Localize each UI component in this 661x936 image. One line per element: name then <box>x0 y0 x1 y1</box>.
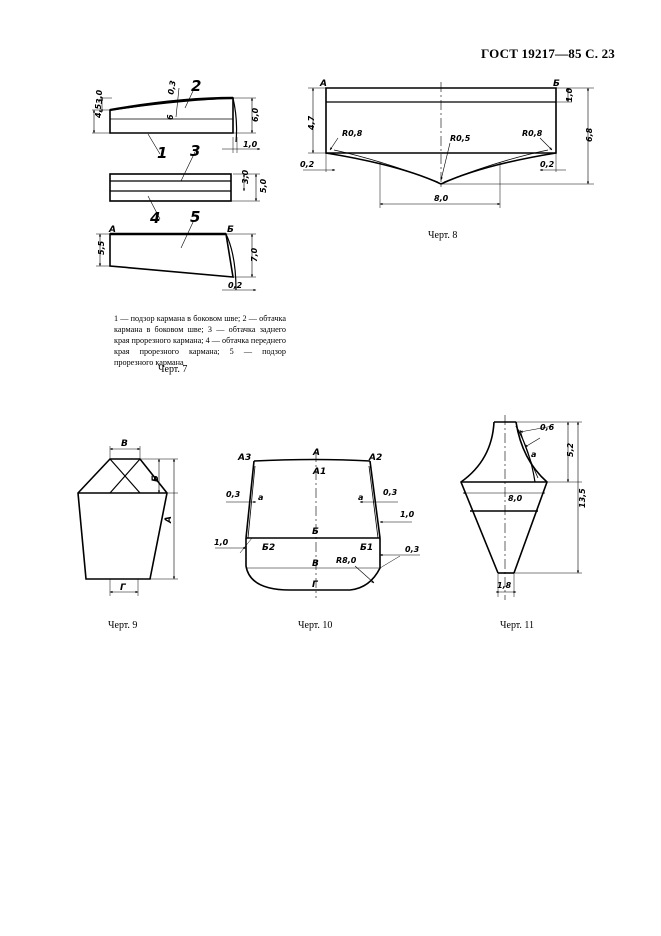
svg-text:8,0: 8,0 <box>508 494 523 503</box>
svg-text:Г: Г <box>120 583 126 593</box>
svg-text:1,8: 1,8 <box>497 581 512 590</box>
svg-text:3,0: 3,0 <box>95 89 104 104</box>
svg-text:1,0: 1,0 <box>243 140 258 149</box>
svg-text:Б: Б <box>151 475 161 482</box>
svg-text:А: А <box>320 79 327 89</box>
svg-text:0,2: 0,2 <box>540 160 555 169</box>
svg-text:0,3: 0,3 <box>405 545 420 554</box>
svg-text:1,0: 1,0 <box>214 538 229 547</box>
figure-8-labels <box>300 79 594 203</box>
fig7-part-back-facing <box>110 174 231 201</box>
svg-text:Б2: Б2 <box>262 543 276 553</box>
svg-text:а: а <box>358 493 364 502</box>
svg-text:6,8: 6,8 <box>585 127 594 142</box>
svg-text:3,0: 3,0 <box>241 169 250 184</box>
page-header: ГОСТ 19217—85 С. 23 <box>481 46 615 61</box>
svg-text:6,0: 6,0 <box>251 107 260 122</box>
svg-text:7,0: 7,0 <box>250 247 259 262</box>
svg-text:А1: А1 <box>313 467 327 477</box>
svg-text:1,0: 1,0 <box>400 510 415 519</box>
svg-text:Б: Б <box>553 79 560 89</box>
figure-11 <box>461 415 582 600</box>
svg-text:В: В <box>121 439 128 449</box>
svg-text:Б: Б <box>312 527 319 537</box>
svg-text:5,5: 5,5 <box>97 240 106 255</box>
svg-text:0,3: 0,3 <box>383 488 398 497</box>
caption-fig8: Черт. 8 <box>428 230 458 241</box>
svg-text:А: А <box>164 516 174 523</box>
svg-text:1: 1 <box>157 144 168 162</box>
svg-text:а: а <box>258 493 264 502</box>
svg-text:5: 5 <box>190 208 201 226</box>
caption-fig11: Черт. 11 <box>500 620 535 631</box>
figure-10-labels <box>214 448 420 590</box>
svg-text:R8,0: R8,0 <box>336 556 357 565</box>
svg-text:А: А <box>109 225 116 235</box>
svg-text:R0,8: R0,8 <box>522 129 543 138</box>
svg-text:А3: А3 <box>238 453 252 463</box>
figure-7-legend: 1 — подзор кармана в боковом шве; 2 — обтачка кармана в боковом шве; 3 — обтачка заднего края прорезного кармана; 4 — обтачка переднего края прорезного кармана; 5 — подзор прорезного кармана <box>114 314 286 367</box>
svg-text:0,6: 0,6 <box>540 423 555 432</box>
svg-text:4: 4 <box>150 209 161 227</box>
figure-9 <box>78 446 178 596</box>
svg-text:R0,5: R0,5 <box>450 134 471 143</box>
svg-text:Б: Б <box>227 225 234 235</box>
caption-fig9: Черт. 9 <box>108 620 138 631</box>
svg-text:0,2: 0,2 <box>300 160 315 169</box>
svg-text:0,3: 0,3 <box>226 490 241 499</box>
svg-text:2: 2 <box>191 77 202 95</box>
svg-text:5,0: 5,0 <box>259 178 268 193</box>
svg-text:8,0: 8,0 <box>434 194 449 203</box>
svg-text:Г: Г <box>312 580 318 590</box>
svg-text:1,0: 1,0 <box>565 87 574 102</box>
caption-fig7: Черт. 7 <box>158 364 188 375</box>
svg-text:4,7: 4,7 <box>307 115 316 130</box>
caption-fig10: Черт. 10 <box>298 620 333 631</box>
svg-text:0,2: 0,2 <box>228 281 243 290</box>
svg-text:А: А <box>313 448 320 458</box>
figure-7 <box>92 88 260 290</box>
svg-text:13,5: 13,5 <box>578 488 587 508</box>
svg-text:4,5: 4,5 <box>94 103 103 118</box>
svg-text:а: а <box>531 450 537 459</box>
svg-text:Б1: Б1 <box>360 543 374 553</box>
svg-text:А2: А2 <box>369 453 383 463</box>
figure-8 <box>303 82 594 208</box>
svg-text:R0,8: R0,8 <box>342 129 363 138</box>
svg-text:3: 3 <box>190 142 201 160</box>
svg-text:В: В <box>312 559 319 569</box>
svg-text:5,2: 5,2 <box>566 442 575 457</box>
svg-text:0,3: 0,3 <box>166 79 178 96</box>
figure-11-labels <box>497 423 587 590</box>
fig7-part-slit-pocket <box>110 234 233 277</box>
figure-9-labels <box>120 439 174 593</box>
svg-text:6: 6 <box>166 114 175 120</box>
